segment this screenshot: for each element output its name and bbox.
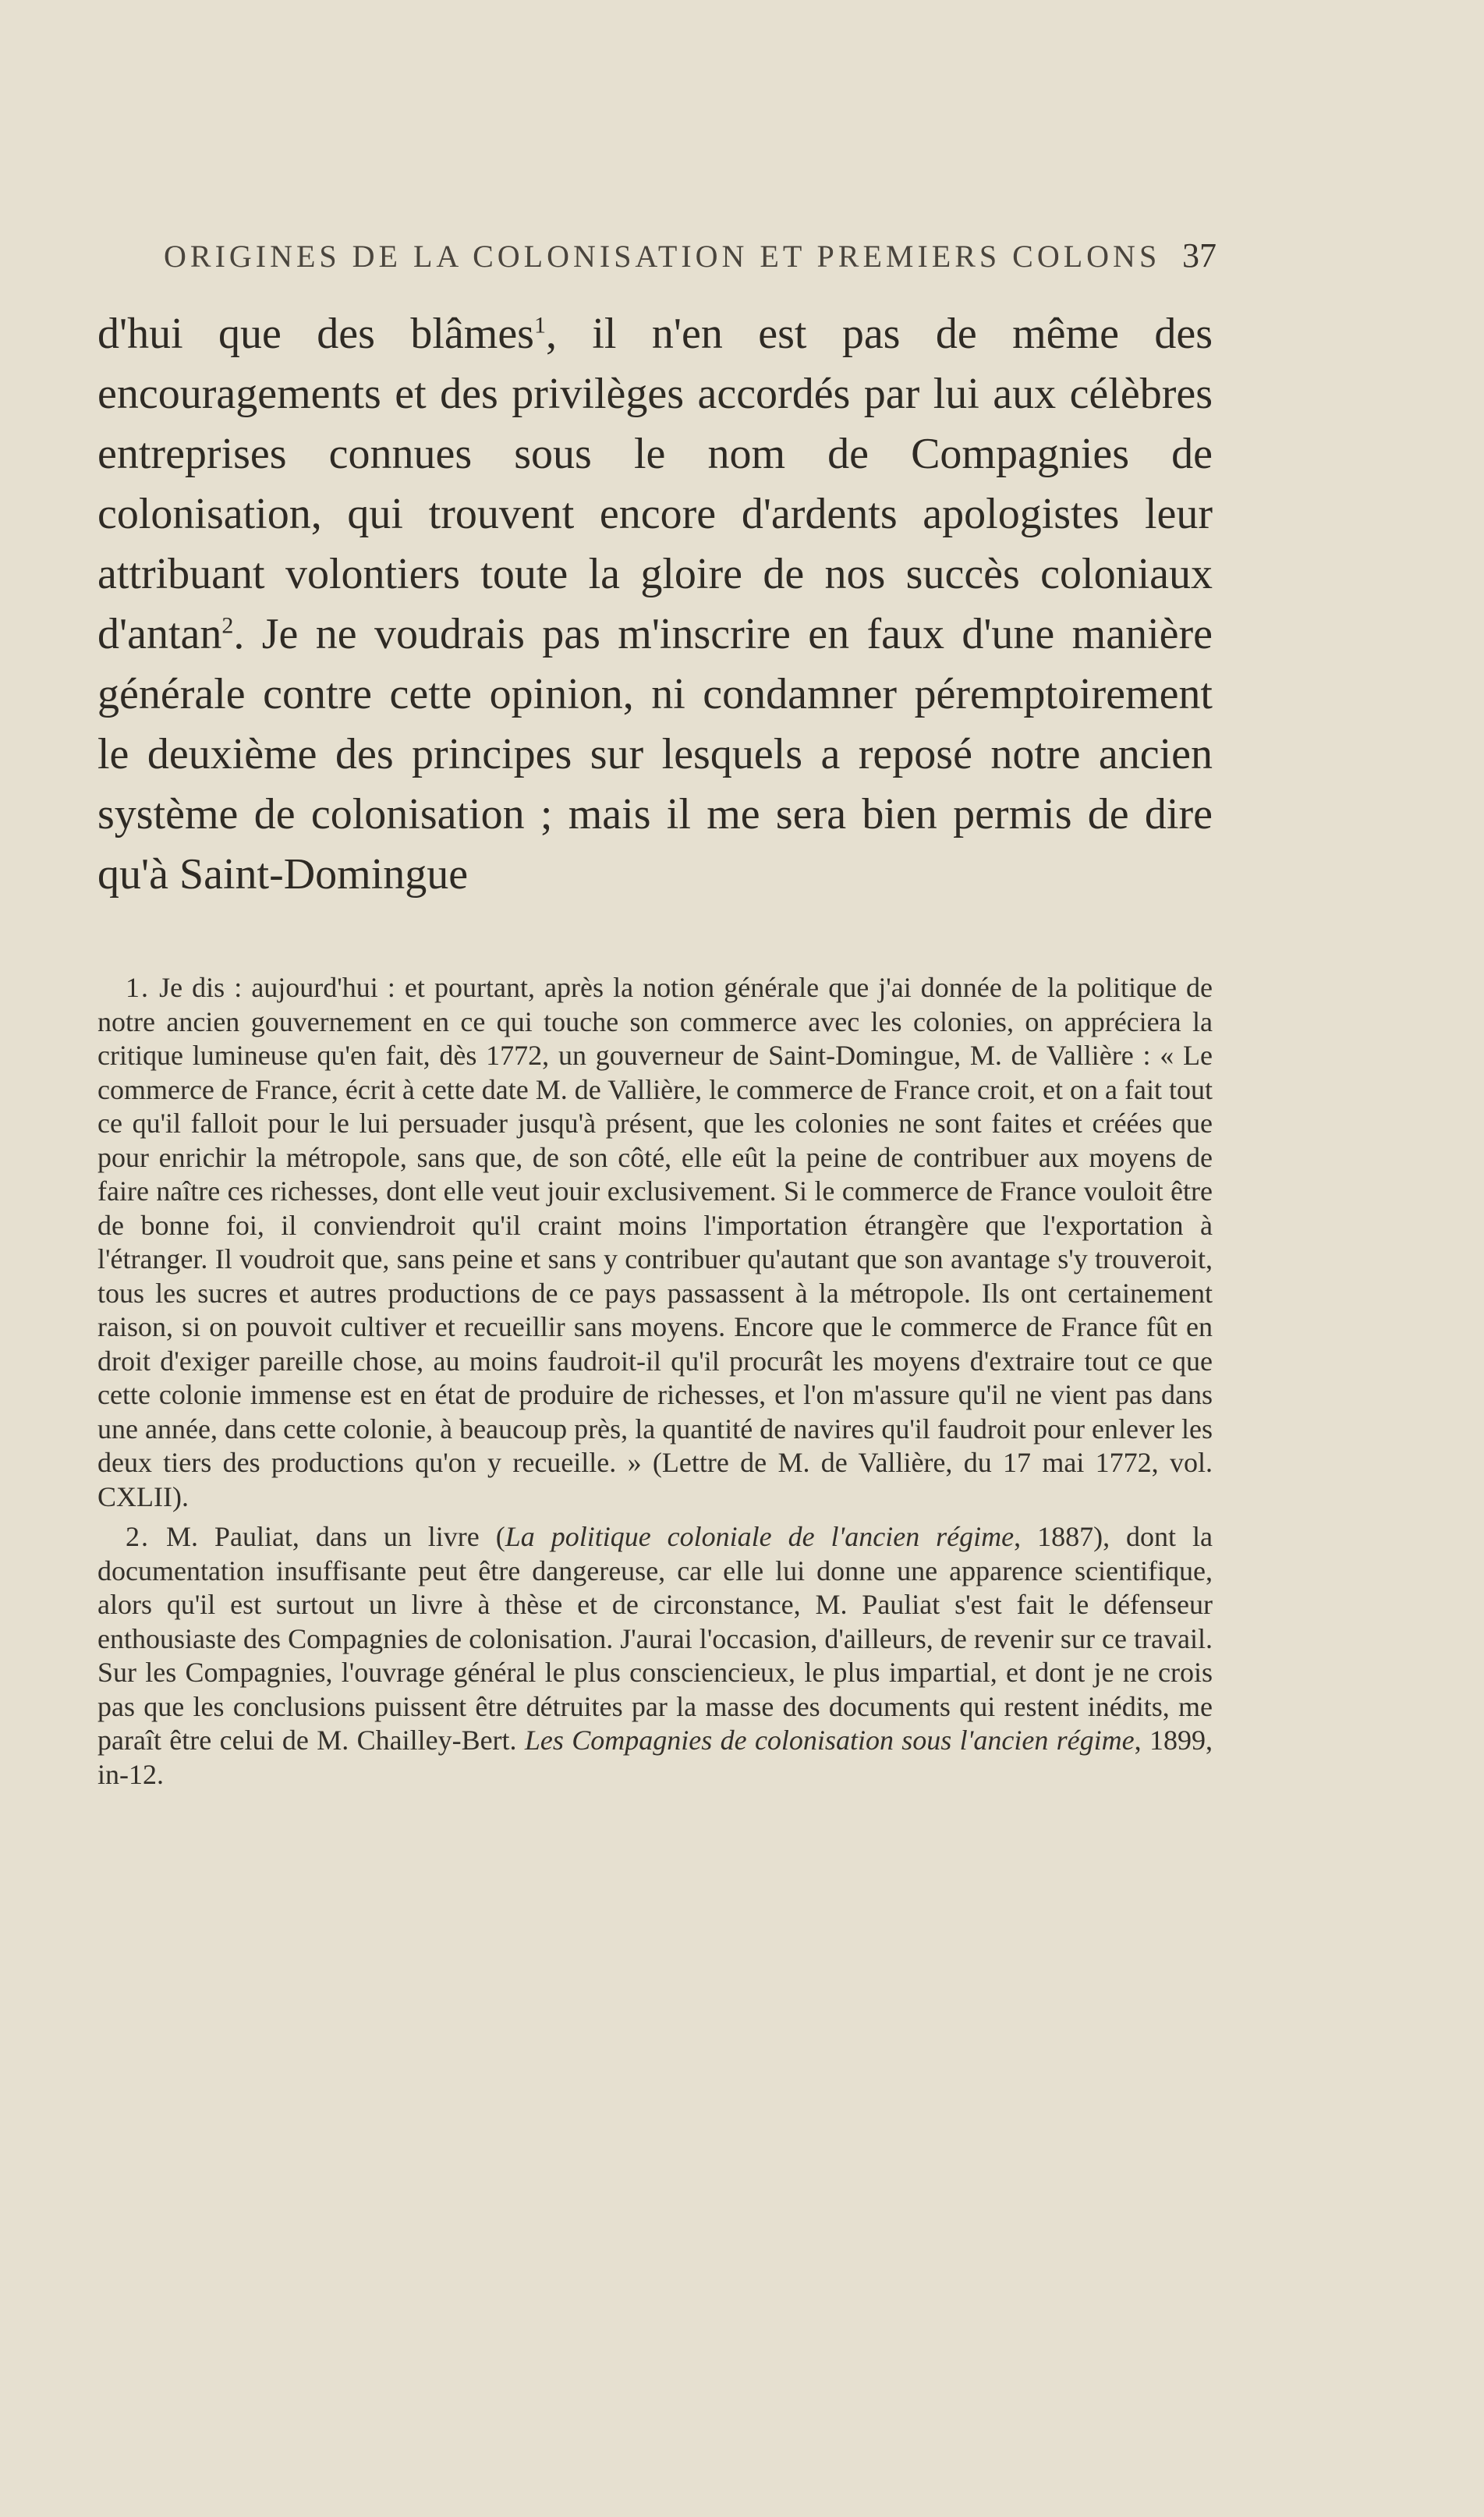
footnote-1 bbox=[97, 971, 1213, 1514]
footnote-1-text: Je dis : aujourd'hui : et pourtant, après la notion générale que j'ai donnée de la politique de notre ancien gouvernement en ce qui touche son commerce avec les colonies, on appréciera la critique lumineuse qu'en fait, dès 1772, un gouverneur de Saint-Domingue, M. de Vallière : « Le commerce de France, écrit à cette date M. de Vallière, le commerce de France croit, et on a fait tout ce qu'il falloit pour le lui persuader jusqu'à présent, que les colonies ne sont faites et créées que pour enrichir la métropole, sans que, de son côté, elle eût la peine de contribuer aux moyens de faire naître ces richesses, dont elle veut jouir exclusivement. Si le commerce de France vouloit être de bonne foi, il conviendroit qu'il craint moins l'importation étrangère que l'exportation à l'étranger. Il voudroit que, sans peine et sans y contribuer qu'autant que son avantage s'y trouveroit, tous les sucres et autres productions de ce pays passassent à la métropole. Ils ont certainement raison, si on pouvoit cultiver et recueillir sans moyens. Encore que le commerce de France fût en droit d'exiger pareille chose, au moins faudroit-il qu'il procurât les moyens d'extraire tout ce que cette colonie immense est en état de produire de richesses, et l'on m'assure qu'il ne vient pas dans une année, dans cette colonie, à beaucoup près, la quantité de navires qu'il faudroit pour enlever les deux tiers des productions qu'on y recueille. » (Lettre de M. de Vallière, du 17 mai 1772, vol. CXLII). bbox=[97, 972, 1213, 1512]
page-number: 37 bbox=[1182, 236, 1217, 275]
main-paragraph bbox=[97, 304, 1213, 905]
footnote-reference-2: 2 bbox=[221, 612, 234, 639]
footnote-2 bbox=[97, 1520, 1213, 1792]
footnote-2-text-middle: , 1887), dont la documentation insuffisante peut être dangereuse, car elle lui donne une apparence scientifique, alors qu'il est surtout un livre à thèse et de circonstance, M. Pauliat s'est fait le défenseur enthousiaste des Compagnies de colonisation. J'aurai l'occasion, d'ailleurs, de revenir sur ce travail. Sur les Compagnies, l'ouvrage général le plus consciencieux, le plus impartial, et dont je ne crois pas que les conclusions puissent être détruites par la masse des documents qui restent inédits, me paraît être celui de M. Chailley-Bert. bbox=[97, 1521, 1213, 1756]
footnote-reference-1: 1 bbox=[533, 312, 546, 339]
main-text-segment-1: d'hui que des blâmes bbox=[97, 310, 534, 358]
footnote-1-number: 1. bbox=[126, 972, 150, 1003]
main-text-segment-2: , il n'en est pas de même des encouragements et des privilèges accordés par lui aux célèbres entreprises connues sous le nom de Compagnies de colonisation, qui trouvent encore d'ardents apologistes leur attribuant volontiers toute la gloire de nos succès coloniaux d'antan bbox=[97, 310, 1213, 658]
footnote-2-text-start: M. Pauliat, dans un livre ( bbox=[165, 1521, 505, 1552]
footnote-2-text-end: , 1899, in-12. bbox=[97, 1725, 1213, 1790]
footnote-2-number: 2. bbox=[126, 1521, 150, 1552]
footnotes bbox=[97, 971, 1213, 1792]
running-head bbox=[164, 236, 1217, 275]
footnote-2-book-title-2: Les Compagnies de colonisation sous l'ancien régime bbox=[524, 1725, 1135, 1756]
footnote-2-book-title: La politique coloniale de l'ancien régime bbox=[505, 1521, 1015, 1552]
running-title: ORIGINES DE LA COLONISATION ET PREMIERS COLONS bbox=[164, 239, 1161, 274]
main-text-segment-3: . Je ne voudrais pas m'inscrire en faux d'une manière générale contre cette opinion, ni condamner péremptoirement le deuxième des principes sur lesquels a reposé notre ancien système de colonisation ; mais il me sera bien permis de dire qu'à Saint-Domingue bbox=[97, 610, 1213, 899]
main-text bbox=[97, 304, 1213, 905]
